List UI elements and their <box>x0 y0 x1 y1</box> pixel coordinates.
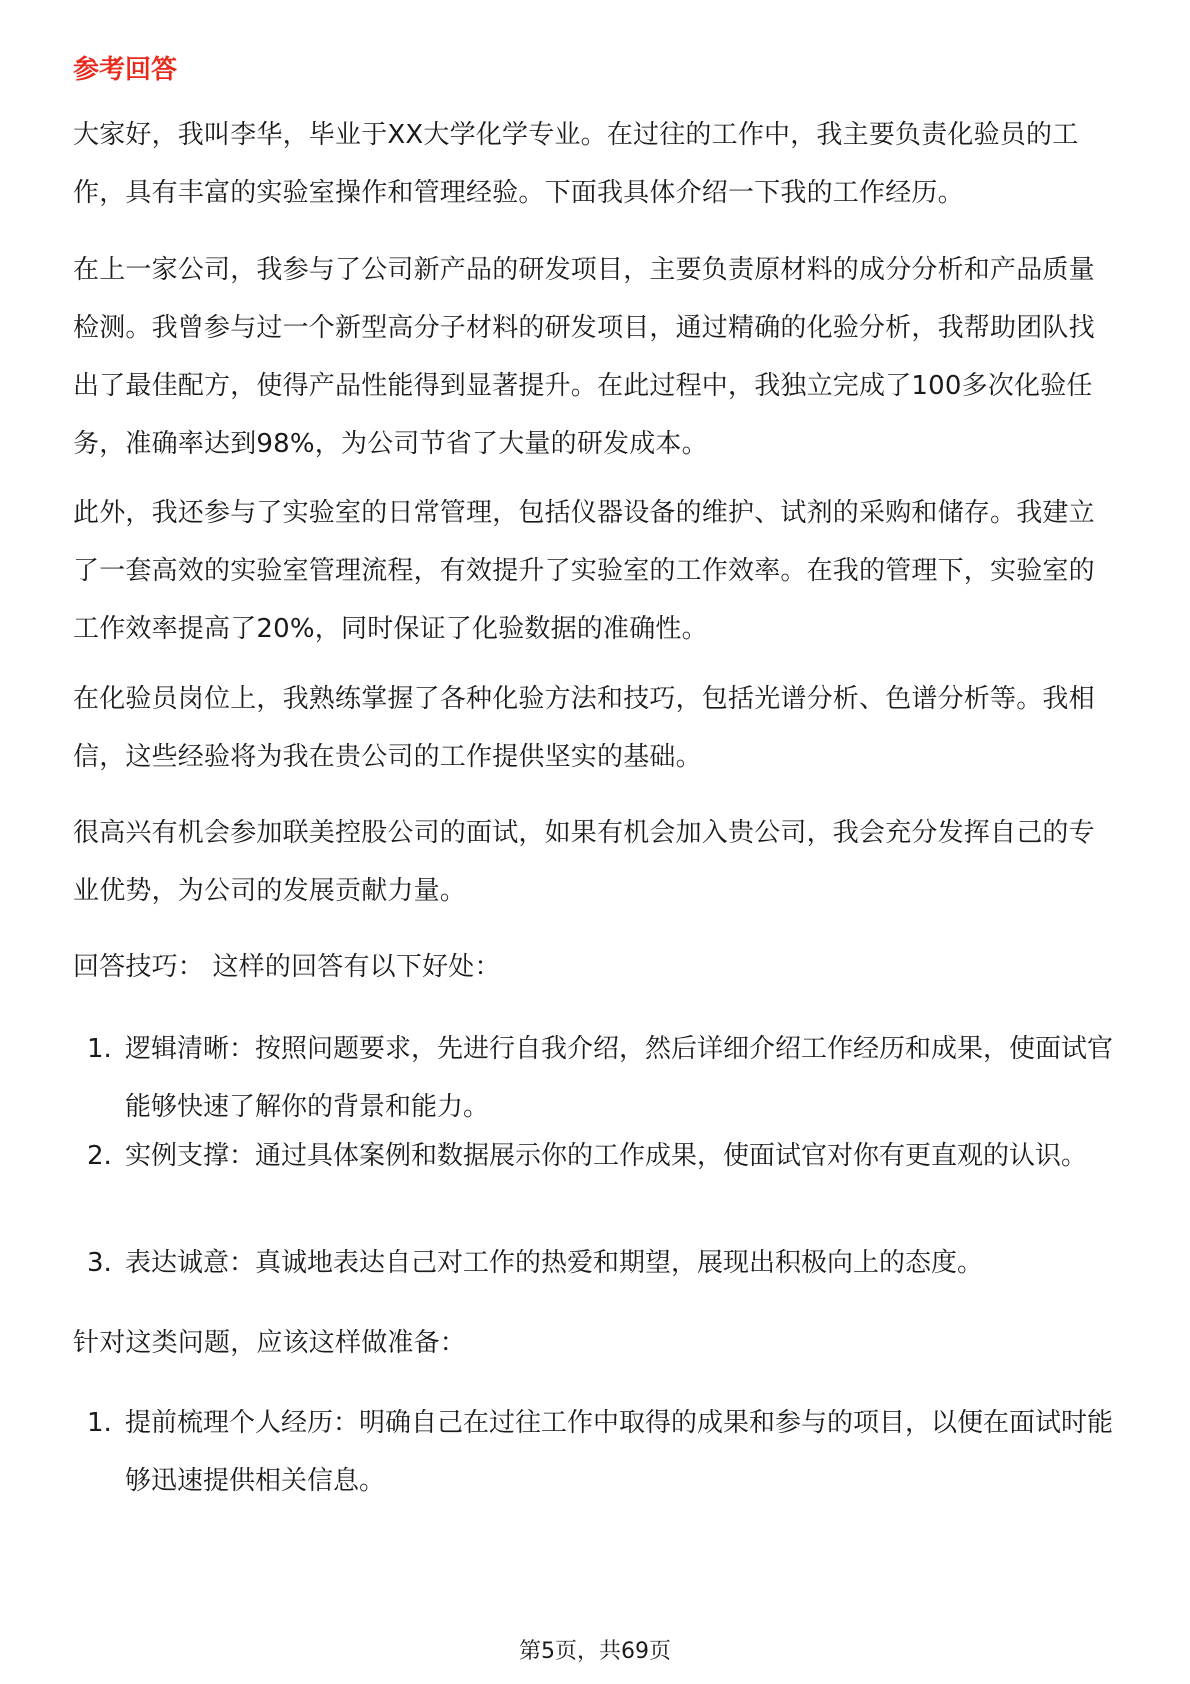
tips-list-item <box>73 1020 1118 1136</box>
paragraph-skills: 在化验员岗位上，我熟练掌握了各种化验方法和技巧，包括光谱分析、色谱分析等。我相信，这些经验将为我在贵公司的工作提供坚实的基础。 <box>73 684 1095 772</box>
paragraph-intro: 大家好，我叫李华，毕业于XX大学化学专业。在过往的工作中，我主要负责化验员的工作，具有丰富的实验室操作和管理经验。下面我具体介绍一下我的工作经历。 <box>73 120 1079 208</box>
list-number: 3. <box>87 1248 112 1278</box>
page-number: 第5页，共69页 <box>519 1639 671 1664</box>
paragraph-lab-management: 此外，我还参与了实验室的日常管理，包括仪器设备的维护、试剂的采购和储存。我建立了一套高效的实验室管理流程，有效提升了实验室的工作效率。在我的管理下，实验室的工作效率提高了20%，同时保证了化验数据的准确性。 <box>73 498 1095 644</box>
tips-intro: 回答技巧： 这样的回答有以下好处： <box>73 952 501 982</box>
tips-list-item <box>73 1127 1118 1185</box>
list-number: 1. <box>87 1034 112 1064</box>
prep-list-item <box>73 1394 1118 1510</box>
list-text: 表达诚意：真诚地表达自己对工作的热爱和期望，展现出积极向上的态度。 <box>125 1248 984 1278</box>
paragraph-closing: 很高兴有机会参加联美控股公司的面试，如果有机会加入贵公司，我会充分发挥自己的专业优势，为公司的发展贡献力量。 <box>73 818 1095 906</box>
prep-intro: 针对这类问题，应该这样做准备： <box>73 1328 467 1358</box>
list-text: 实例支撑：通过具体案例和数据展示你的工作成果，使面试官对你有更直观的认识。 <box>125 1141 1088 1171</box>
list-number: 2. <box>87 1141 112 1171</box>
list-text: 提前梳理个人经历：明确自己在过往工作中取得的成果和参与的项目，以便在面试时能够迅速提供相关信息。 <box>125 1408 1114 1496</box>
list-number: 1. <box>87 1408 112 1438</box>
list-text: 逻辑清晰：按照问题要求，先进行自我介绍，然后详细介绍工作经历和成果，使面试官能够快速了解你的背景和能力。 <box>125 1034 1114 1122</box>
tips-list-item <box>73 1234 1118 1292</box>
paragraph-project-experience: 在上一家公司，我参与了公司新产品的研发项目，主要负责原材料的成分分析和产品质量检测。我曾参与过一个新型高分子材料的研发项目，通过精确的化验分析，我帮助团队找出了最佳配方，使得产品性能得到显著提升。在此过程中，我独立完成了100多次化验任务，准确率达到98%，为公司节省了大量的研发成本。 <box>73 255 1095 459</box>
section-heading: 参考回答 <box>73 55 178 85</box>
